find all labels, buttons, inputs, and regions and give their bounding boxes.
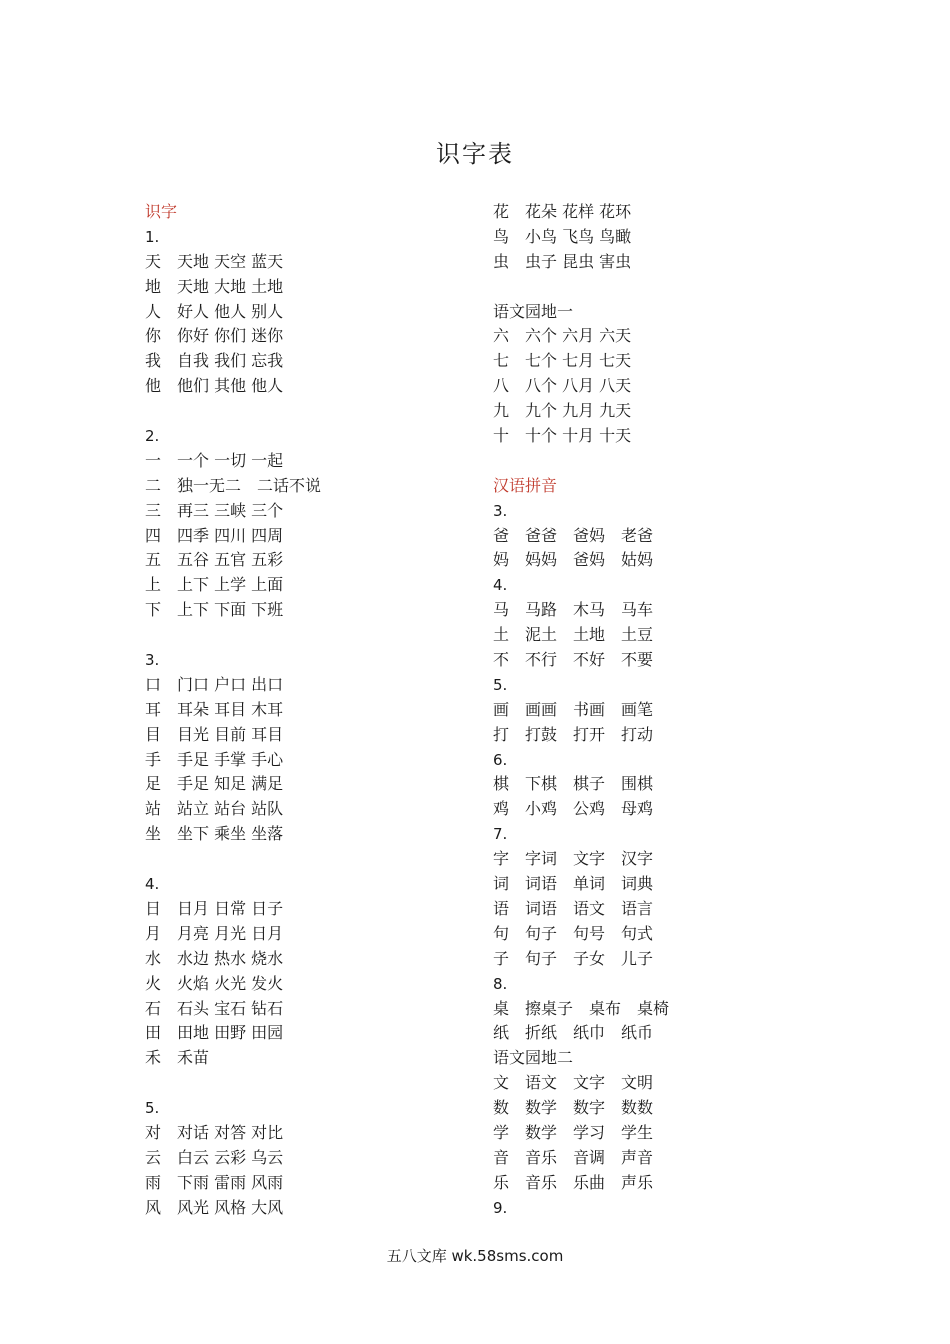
lesson-number: 5. bbox=[493, 675, 508, 694]
word-row: 九 九个 九月 九天 bbox=[493, 401, 632, 421]
spacer bbox=[493, 275, 813, 300]
spacer bbox=[145, 1071, 465, 1096]
word-row: 我 自我 我们 忘我 bbox=[145, 351, 284, 371]
word-row: 句 句子 句号 句式 bbox=[493, 923, 654, 943]
word-row: 不 不行 不好 不要 bbox=[493, 650, 654, 670]
word-row: 人 好人 他人 别人 bbox=[145, 301, 284, 321]
word-row: 你 你好 你们 迷你 bbox=[145, 326, 284, 346]
word-row: 学 数学 学习 学生 bbox=[493, 1122, 654, 1142]
spacer bbox=[145, 847, 465, 872]
word-row: 石 石头 宝石 钻石 bbox=[145, 998, 284, 1018]
word-row: 风 风光 风格 大风 bbox=[145, 1197, 284, 1217]
word-row: 月 月亮 月光 日月 bbox=[145, 923, 284, 943]
word-row: 站 站立 站台 站队 bbox=[145, 799, 284, 819]
word-row: 爸 爸爸 爸妈 老爸 bbox=[493, 525, 654, 545]
section-heading: 识字 bbox=[145, 202, 178, 221]
word-row: 二 独一无二 二话不说 bbox=[145, 475, 322, 495]
word-row: 词 词语 单词 词典 bbox=[493, 874, 654, 894]
word-row: 棋 下棋 棋子 围棋 bbox=[493, 774, 654, 794]
word-row: 语 词语 语文 语言 bbox=[493, 898, 654, 918]
word-row: 四 四季 四川 四周 bbox=[145, 525, 284, 545]
word-row: 八 八个 八月 八天 bbox=[493, 376, 632, 396]
page-title: 识字表 bbox=[436, 140, 514, 168]
word-row: 水 水边 热水 烧水 bbox=[145, 948, 284, 968]
word-row: 画 画画 书画 画笔 bbox=[493, 699, 654, 719]
word-row: 十 十个 十月 十天 bbox=[493, 426, 632, 446]
spacer bbox=[145, 623, 465, 648]
lesson-number: 4. bbox=[493, 576, 508, 595]
word-row: 下 上下 下面 下班 bbox=[145, 600, 284, 620]
word-row: 雨 下雨 雷雨 风雨 bbox=[145, 1172, 284, 1192]
word-row: 音 音乐 音调 声音 bbox=[493, 1147, 654, 1167]
word-row: 子 句子 子女 儿子 bbox=[493, 948, 654, 968]
lesson-number: 1. bbox=[145, 227, 160, 246]
word-row: 火 火焰 火光 发火 bbox=[145, 973, 284, 993]
word-row: 手 手足 手掌 手心 bbox=[145, 749, 284, 769]
spacer bbox=[493, 449, 813, 474]
lesson-number: 6. bbox=[493, 750, 508, 769]
word-row: 打 打鼓 打开 打动 bbox=[493, 724, 654, 744]
word-row: 文 语文 文字 文明 bbox=[493, 1073, 654, 1093]
lesson-number: 7. bbox=[493, 825, 508, 844]
word-row: 目 目光 目前 耳目 bbox=[145, 724, 284, 744]
word-row: 上 上下 上学 上面 bbox=[145, 575, 284, 595]
word-row: 花 花朵 花样 花环 bbox=[493, 202, 632, 221]
word-row: 马 马路 木马 马车 bbox=[493, 600, 654, 620]
word-row: 桌 擦桌子 桌布 桌椅 bbox=[493, 998, 670, 1018]
word-row: 田 田地 田野 田园 bbox=[145, 1023, 284, 1043]
word-row: 口 门口 户口 出口 bbox=[145, 674, 284, 694]
left-column bbox=[145, 200, 465, 1221]
lesson-number: 8. bbox=[493, 974, 508, 993]
right-column bbox=[493, 200, 813, 1221]
section-heading: 汉语拼音 bbox=[493, 475, 558, 495]
word-row: 妈 妈妈 爸妈 姑妈 bbox=[493, 550, 654, 570]
word-row: 五 五谷 五官 五彩 bbox=[145, 550, 284, 570]
word-row: 耳 耳朵 耳目 木耳 bbox=[145, 699, 284, 719]
spacer bbox=[145, 399, 465, 424]
word-row: 数 数学 数字 数数 bbox=[493, 1098, 654, 1118]
word-row: 坐 坐下 乘坐 坐落 bbox=[145, 824, 284, 844]
word-row: 他 他们 其他 他人 bbox=[145, 376, 284, 396]
word-row: 土 泥土 土地 土豆 bbox=[493, 625, 654, 645]
word-row: 对 对话 对答 对比 bbox=[145, 1122, 284, 1142]
word-row: 纸 折纸 纸巾 纸币 bbox=[493, 1023, 654, 1043]
word-row: 禾 禾苗 bbox=[145, 1048, 210, 1068]
word-row: 鸡 小鸡 公鸡 母鸡 bbox=[493, 799, 654, 819]
lesson-number: 2. bbox=[145, 427, 160, 446]
word-row: 乐 音乐 乐曲 声乐 bbox=[493, 1172, 654, 1192]
word-row: 地 天地 大地 土地 bbox=[145, 276, 284, 296]
word-row: 鸟 小鸟 飞鸟 鸟瞰 bbox=[493, 226, 632, 246]
footer-watermark: 五八文库 wk.58sms.com bbox=[386, 1247, 564, 1265]
word-row: 虫 虫子 昆虫 害虫 bbox=[493, 251, 632, 271]
word-row: 七 七个 七月 七天 bbox=[493, 351, 632, 371]
word-row: 云 白云 云彩 乌云 bbox=[145, 1147, 284, 1167]
lesson-number: 4. bbox=[145, 875, 160, 894]
word-row: 三 再三 三峡 三个 bbox=[145, 500, 284, 520]
word-row: 字 字词 文字 汉字 bbox=[493, 849, 654, 869]
word-row: 天 天地 天空 蓝天 bbox=[145, 251, 284, 271]
lesson-number: 9. bbox=[493, 1198, 508, 1217]
word-row: 一 一个 一切 一起 bbox=[145, 450, 284, 470]
lesson-number: 3. bbox=[493, 501, 508, 520]
word-row: 足 手足 知足 满足 bbox=[145, 774, 284, 794]
word-row: 六 六个 六月 六天 bbox=[493, 326, 632, 346]
lesson-number: 5. bbox=[145, 1099, 160, 1118]
word-row: 语文园地二 bbox=[493, 1048, 574, 1068]
lesson-number: 3. bbox=[145, 651, 160, 670]
word-row: 语文园地一 bbox=[493, 301, 574, 321]
word-row: 日 日月 日常 日子 bbox=[145, 898, 284, 918]
